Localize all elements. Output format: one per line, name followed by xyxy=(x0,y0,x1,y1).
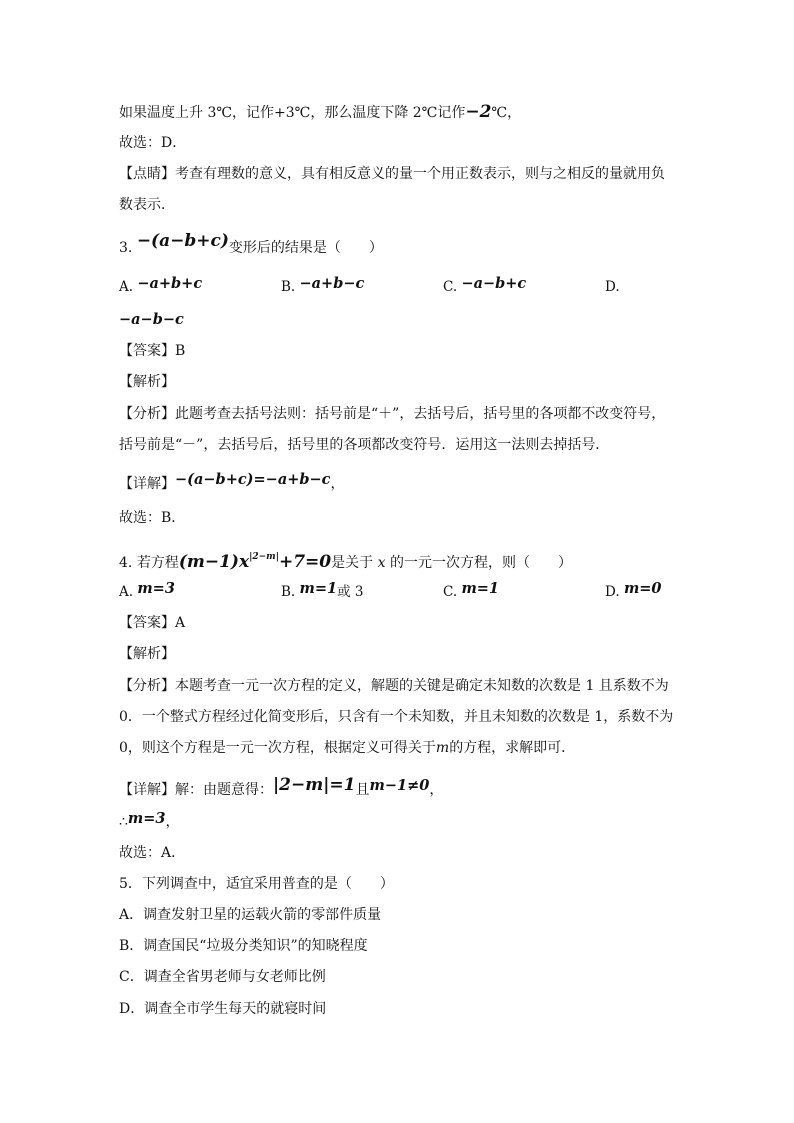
text-line: 数表示． xyxy=(119,197,175,213)
option-label: C. xyxy=(443,584,458,600)
option-label: A. xyxy=(119,279,134,295)
question-3-stem xyxy=(119,231,383,258)
question-text: 的一元一次方程，则（ ） xyxy=(389,555,572,571)
option-label: B. xyxy=(281,584,296,600)
option-b xyxy=(281,582,364,602)
option-label: A. xyxy=(119,584,134,600)
therefore-symbol: ∴ xyxy=(119,814,128,830)
math-variable: m xyxy=(435,740,450,756)
option-label: D. xyxy=(605,584,620,600)
detail-label: 【详解】 xyxy=(119,476,175,492)
math-expression: m=3 xyxy=(127,810,166,827)
analysis-title: 【解析】 xyxy=(119,374,175,390)
text-span: ， xyxy=(165,814,180,830)
math-exponent: |2−m| xyxy=(249,552,279,562)
option-b xyxy=(281,277,364,297)
therefore-line xyxy=(119,812,180,832)
math-expression: −a+b−c xyxy=(299,275,365,292)
analysis-line: 【分析】本题考查一元一次方程的定义，解题的关键是确定未知数的次数是 1 且系数不为 xyxy=(119,678,669,694)
detail-line xyxy=(119,775,444,800)
analysis-line: 括号前是“－”，去括号后，括号里的各项都改变符号．运用这一法则去掉括号． xyxy=(119,437,610,453)
analysis-title: 【解析】 xyxy=(119,646,175,662)
question-number: 4. xyxy=(119,555,133,571)
question-4-stem xyxy=(119,552,572,575)
math-expression: m=1 xyxy=(299,580,338,597)
option-d: D．调查全市学生每天的就寝时间 xyxy=(119,1001,327,1017)
option-d xyxy=(605,277,620,297)
math-variable: x xyxy=(377,555,386,571)
math-expression: −a+b+c xyxy=(137,275,203,292)
option-label: C. xyxy=(443,279,458,295)
option-a xyxy=(119,582,175,602)
question-number: 3. xyxy=(119,240,133,256)
math-expression: −(a−b+c)=−a+b−c xyxy=(175,471,331,488)
text-span: 的方程，求解即可． xyxy=(449,740,576,756)
option-b: B．调查国民“垃圾分类知识”的知晓程度 xyxy=(119,938,368,954)
math-expression: m=1 xyxy=(461,580,500,597)
math-expression: m=0 xyxy=(623,580,662,597)
text-span: 如果温度上升 3℃，记作+3℃，那么温度下降 2℃记作 xyxy=(119,105,466,121)
option-c: C．调查全省男老师与女老师比例 xyxy=(119,969,326,985)
option-d-expression xyxy=(119,310,184,330)
math-expression: −2 xyxy=(465,102,492,122)
answer-line: 【答案】B xyxy=(119,343,186,359)
option-a xyxy=(119,277,202,297)
math-expression: +7=0 xyxy=(278,552,332,572)
math-expression: −(a−b+c) xyxy=(136,231,229,251)
analysis-line xyxy=(119,738,575,758)
math-expression: −a−b−c xyxy=(119,311,184,328)
option-label: D. xyxy=(605,279,620,295)
text-line: 故选：D． xyxy=(119,135,187,151)
text-span: 0，则这个方程是一元一次方程，根据定义可得关于 xyxy=(119,740,436,756)
question-5-stem: 5．下列调查中，适宜采用普查的是（ ） xyxy=(119,876,394,892)
option-label: B. xyxy=(281,279,296,295)
option-d xyxy=(605,582,662,602)
text-span: ， xyxy=(429,782,444,798)
answer-line: 【答案】A xyxy=(119,615,186,631)
math-expression: (m−1)x xyxy=(178,552,250,572)
question-text: 若方程 xyxy=(136,555,179,571)
text-line xyxy=(119,102,521,123)
math-expression: m−1≠0 xyxy=(369,777,430,794)
option-c xyxy=(443,277,526,297)
question-text: 是关于 xyxy=(331,555,374,571)
text-line: 【点睛】考查有理数的意义，具有相反意义的量一个用正数表示，则与之相反的量就用负 xyxy=(119,166,665,182)
analysis-line: 【分析】此题考查去括号法则：括号前是“＋”，去括号后，括号里的各项都不改变符号， xyxy=(119,406,666,422)
choose-line: 故选：A． xyxy=(119,845,186,861)
text-span: 且 xyxy=(355,782,370,798)
text-span: ℃， xyxy=(491,105,522,121)
question-text: 变形后的结果是（ ） xyxy=(228,240,383,256)
choose-line: 故选：B． xyxy=(119,510,186,526)
math-expression: m=3 xyxy=(137,580,175,597)
option-c xyxy=(443,582,499,602)
detail-label: 【详解】解：由题意得： xyxy=(119,782,273,798)
option-a: A．调查发射卫星的运载火箭的零部件质量 xyxy=(119,907,382,923)
math-expression: −a−b+c xyxy=(461,275,527,292)
option-tail: 或 3 xyxy=(337,584,364,600)
math-expression: |2−m|=1 xyxy=(273,775,356,795)
text-span: ， xyxy=(330,476,345,492)
detail-line xyxy=(119,471,345,494)
analysis-line: 0．一个整式方程经过化简变形后，只含有一个未知数，并且未知数的次数是 1，系数不为 xyxy=(119,709,674,725)
